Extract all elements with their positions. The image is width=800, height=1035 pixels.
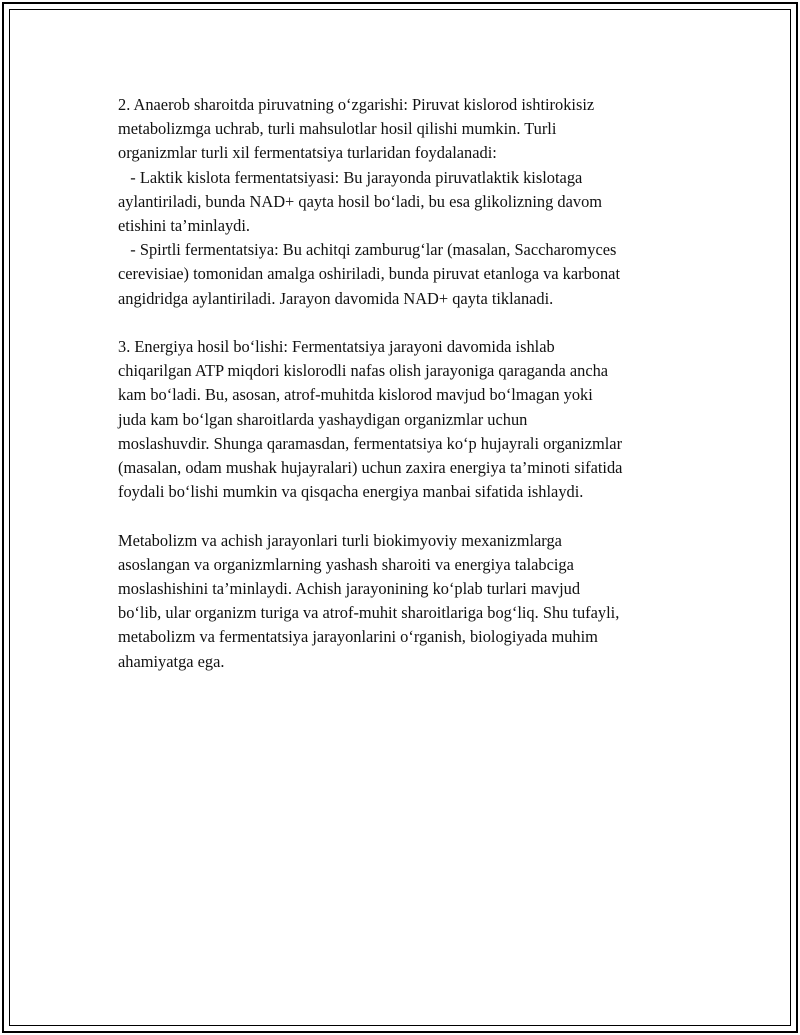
text-line: juda kam bo‘lgan sharoitlarda yashaydigan organizmlar uchun <box>118 409 528 429</box>
paragraph-conclusion <box>118 529 718 674</box>
text-line: - Laktik kislota fermentatsiyasi: Bu jarayonda piruvatlaktik kislotaga <box>118 167 583 187</box>
text-line: bo‘lib, ular organizm turiga va atrof-muhit sharoitlariga bog‘liq. Shu tufayli, <box>118 603 620 623</box>
text-line: moslashuvdir. Shunga qaramasdan, fermentatsiya ko‘p hujayrali organizmlar <box>118 433 623 453</box>
text-line: kam bo‘ladi. Bu, asosan, atrof-muhitda kislorod mavjud bo‘lmagan yoki <box>118 385 593 405</box>
text-line: metabolizmga uchrab, turli mahsulotlar hosil qilishi mumkin. Turli <box>118 119 557 139</box>
text-line: Metabolizm va achish jarayonlari turli biokimyoviy mexanizmlarga <box>118 530 562 550</box>
text-line: foydali bo‘lishi mumkin va qisqacha energiya manbai sifatida ishlaydi. <box>118 482 584 502</box>
paragraph-anaerobic-pyruvate <box>118 93 718 311</box>
text-line: chiqarilgan ATP miqdori kislorodli nafas olish jarayoniga qaraganda ancha <box>118 361 609 381</box>
text-line: 3. Energiya hosil bo‘lishi: Fermentatsiya jarayoni davomida ishlab <box>118 337 555 357</box>
text-line: - Spirtli fermentatsiya: Bu achitqi zamburug‘lar (masalan, Saccharomyces <box>118 240 617 260</box>
text-line: 2. Anaerob sharoitda piruvatning o‘zgarishi: Piruvat kislorod ishtirokisiz <box>118 95 595 114</box>
text-line: organizmlar turli xil fermentatsiya turlaridan foydalanadi: <box>118 143 497 163</box>
text-line: etishini ta’minlaydi. <box>118 216 251 236</box>
document-body <box>118 93 718 698</box>
text-line: cerevisiae) tomonidan amalga oshiriladi, bunda piruvat etanloga va karbonat <box>118 264 621 284</box>
text-line: ahamiyatga ega. <box>118 651 225 671</box>
text-line: moslashishini ta’minlaydi. Achish jarayonining ko‘plab turlari mavjud <box>118 579 581 599</box>
text-line: metabolizm va fermentatsiya jarayonlarini o‘rganish, biologiyada muhim <box>118 627 598 647</box>
text-line: aylantiriladi, bunda NAD+ qayta hosil bo‘ladi, bu esa glikolizning davom <box>118 191 603 211</box>
text-line: (masalan, odam mushak hujayralari) uchun zaxira energiya ta’minoti sifatida <box>118 458 623 478</box>
text-line: angidridga aylantiriladi. Jarayon davomida NAD+ qayta tiklanadi. <box>118 288 554 308</box>
text-line: asoslangan va organizmlarning yashash sharoiti va energiya talabciga <box>118 554 574 574</box>
paragraph-energy-yield <box>118 335 718 504</box>
